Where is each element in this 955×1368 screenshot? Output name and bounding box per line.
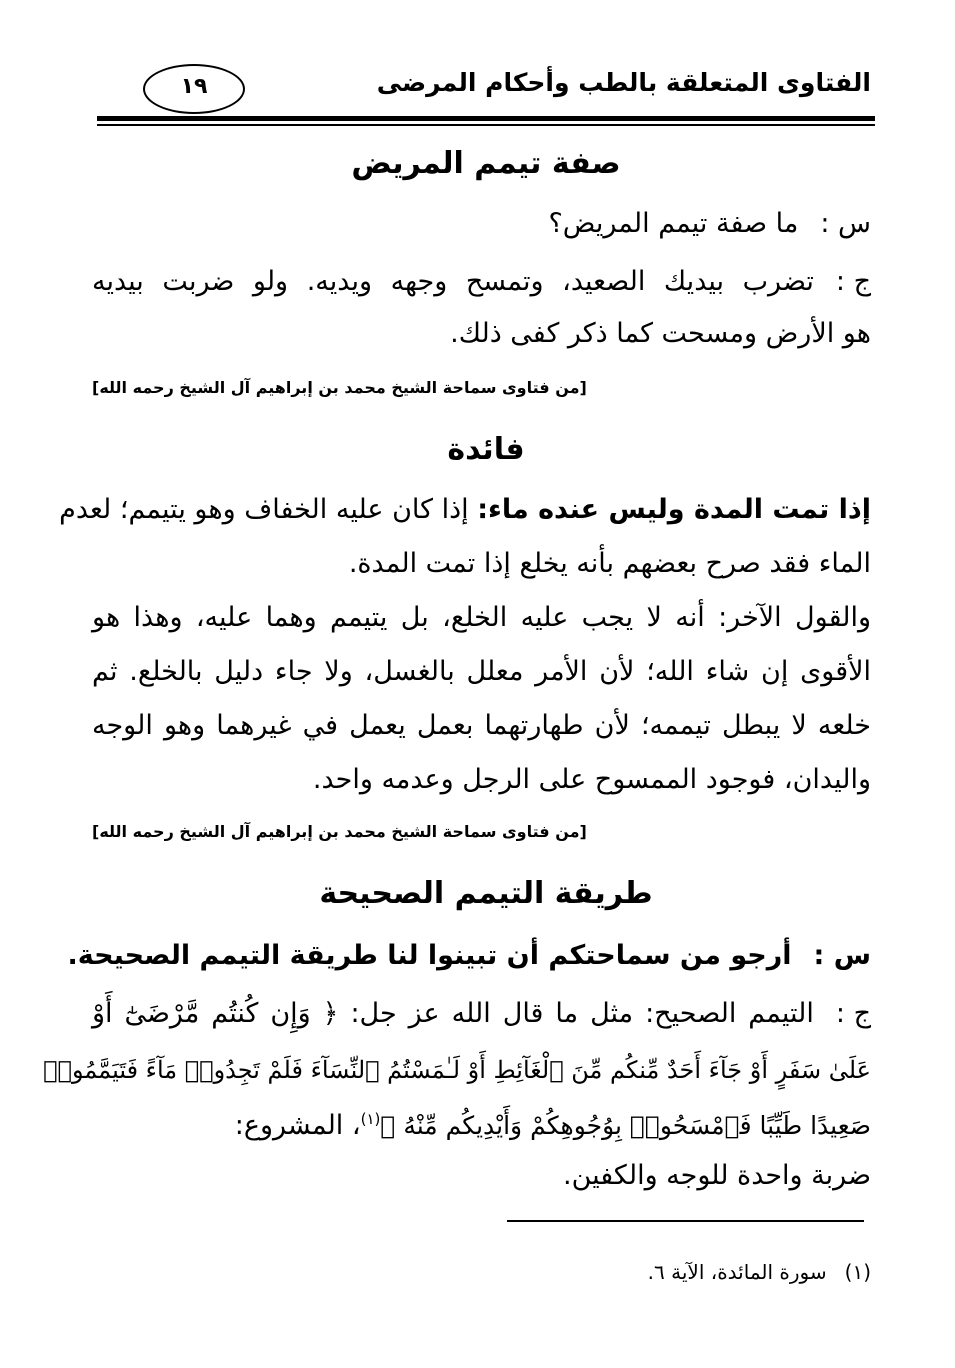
- question-text: أرجو من سماحتكم أن تبينوا لنا طريقة التيمم الصحيحة.: [67, 940, 792, 971]
- section1-question: [548, 208, 871, 239]
- answer-marker: ج :: [835, 998, 872, 1029]
- section1-answer-line1: [92, 266, 871, 297]
- footnote: [648, 1260, 871, 1284]
- footnote-number: (١): [844, 1260, 871, 1284]
- section2-line1: [59, 494, 871, 525]
- footnote-rule: [507, 1220, 864, 1222]
- section3-question: [68, 940, 871, 971]
- page-number: ١٩: [143, 64, 245, 114]
- section2-title: فائدة: [447, 432, 525, 467]
- section3-answer-line1: [92, 998, 871, 1029]
- section2-line2: الماء فقد صرح بعضهم بأنه يخلع إذا تمت المدة.: [348, 548, 871, 579]
- section1-source: [من فتاوى سماحة الشيخ محمد بن إبراهيم آل الشيخ رحمه الله]: [92, 378, 587, 397]
- section1-answer-line2: هو الأرض ومسحت كما ذكر كفى ذلك.: [450, 318, 871, 349]
- section2-line4: الأقوى إن شاء الله؛ لأن الأمر معلل بالغسل، ولا جاء دليل بالخلع. ثم: [92, 656, 871, 687]
- question-text: ما صفة تيمم المريض؟: [548, 208, 799, 239]
- section3-last-line: ضربة واحدة للوجه والكفين.: [562, 1160, 871, 1191]
- section2-line1-text: إذا كان عليه الخفاف وهو يتيمم؛ لعدم: [59, 494, 469, 525]
- verse-line2: عَلَىٰ سَفَرٍ أَوْ جَآءَ أَحَدٌ مِّنكُم مِّنَ ٱلْغَآئِطِ أَوْ لَـٰمَسْتُمُ ٱلنِّسَآءَ فَلَمْ تَجِدُوا۟ مَآءً فَتَيَمَّمُوا۟: [43, 1056, 871, 1084]
- header-rule-thin: [97, 124, 875, 126]
- verse-line3: صَعِيدًا طَيِّبًا فَٱمْسَحُوا۟ بِوُجُوهِكُمْ وَأَيْدِيكُم مِّنْهُ ﴾: [380, 1111, 871, 1140]
- running-title: الفتاوى المتعلقة بالطب وأحكام المرضى: [376, 68, 871, 97]
- section1-title: صفة تيمم المريض: [351, 146, 621, 181]
- footnote-ref: (١): [360, 1110, 381, 1128]
- section3-answer-line3: [235, 1110, 871, 1141]
- header-rule-thick: [97, 116, 875, 121]
- after-verse: ، المشروع:: [234, 1110, 361, 1141]
- section2-line6: واليدان، فوجود الممسوح على الرجل وعدمه واحد.: [312, 764, 871, 795]
- section2-line3: والقول الآخر: أنه لا يجب عليه الخلع، بل يتيمم وهما عليه، وهذا هو: [92, 602, 871, 633]
- section3-title: طريقة التيمم الصحيحة: [319, 876, 653, 911]
- answer-text-1: تضرب بيديك الصعيد، وتمسح وجهه ويديه. ولو ضربت بيديه: [92, 266, 814, 297]
- answer-marker: ج :: [835, 266, 871, 297]
- footnote-text: سورة المائدة، الآية ٦.: [647, 1260, 827, 1284]
- section2-source: [من فتاوى سماحة الشيخ محمد بن إبراهيم آل الشيخ رحمه الله]: [92, 822, 587, 841]
- answer-intro: التيمم الصحيح: مثل ما قال الله عز جل:: [350, 998, 814, 1029]
- question-marker: س :: [820, 208, 871, 239]
- section2-line5: خلعه لا يبطل تيممه؛ لأن طهارتهما بعمل يعمل في غيرهما وهو الوجه: [92, 710, 871, 741]
- verse-part1: ﴿ وَإِن كُنتُم مَّرْضَىٰٓ أَوْ: [92, 998, 339, 1029]
- question-marker: س :: [813, 940, 871, 971]
- section2-lead: إذا تمت المدة وليس عنده ماء:: [477, 494, 871, 525]
